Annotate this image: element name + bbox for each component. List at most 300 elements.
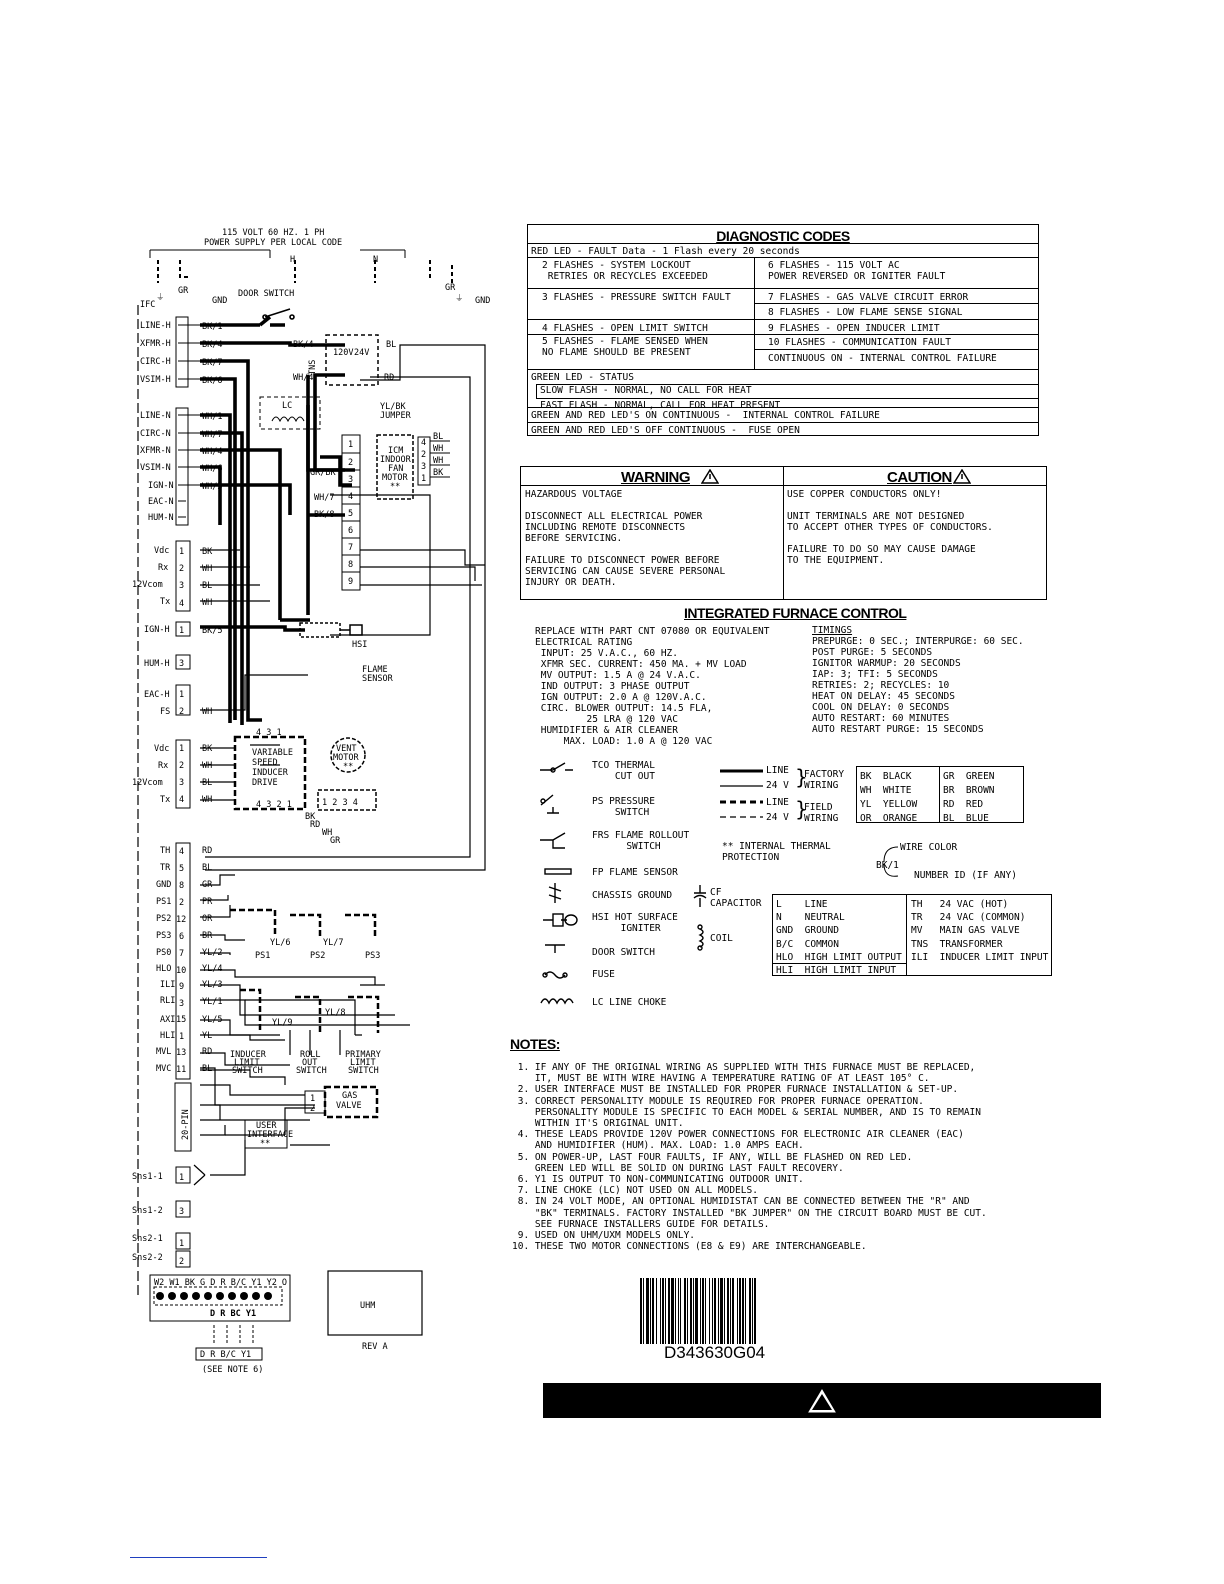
svg-text:Vdc: Vdc <box>154 744 170 754</box>
barcode-bar <box>643 1278 644 1344</box>
barcode-bar <box>650 1278 651 1344</box>
internal-thermal-protection: ** INTERNAL THERMAL PROTECTION <box>722 841 831 863</box>
svg-text:GND: GND <box>156 880 172 890</box>
svg-text:3: 3 <box>179 581 185 591</box>
barcode-bar <box>675 1278 676 1344</box>
svg-text:1: 1 <box>310 1094 316 1104</box>
svg-text:VSIM-N: VSIM-N <box>140 463 171 473</box>
code-8: 8 FLASHES - LOW FLAME SENSE SIGNAL <box>768 307 963 318</box>
vsid-label <box>252 748 293 788</box>
barcode-bar <box>737 1278 738 1344</box>
barcode-bar <box>668 1278 670 1344</box>
svg-text:GR/BK: GR/BK <box>310 468 336 478</box>
svg-text:PS1: PS1 <box>255 951 271 961</box>
svg-text:YL/8: YL/8 <box>325 1008 346 1018</box>
svg-text:IGN-H: IGN-H <box>144 625 170 635</box>
svg-text:WH/5: WH/5 <box>202 482 223 492</box>
svg-text:YL/5: YL/5 <box>202 1015 223 1025</box>
svg-text:BK/5: BK/5 <box>202 626 223 636</box>
svg-text:3: 3 <box>179 1207 185 1217</box>
svg-text:USER: USER <box>256 1121 277 1131</box>
svg-text:Tx: Tx <box>160 795 171 805</box>
svg-text:BL: BL <box>202 581 213 591</box>
abbrev-col-2: TH 24 VAC (HOT) TR 24 VAC (COMMON) MV MAIN GAS VALVE TNS TRANSFORMER ILI INDUCER LIMIT INPUT <box>911 899 1049 963</box>
barcode-bar <box>749 1278 751 1344</box>
svg-text:PS2: PS2 <box>310 951 326 961</box>
svg-text:Vdc: Vdc <box>154 546 170 556</box>
svg-text:Rx: Rx <box>158 563 169 573</box>
svg-text:Tx: Tx <box>160 597 171 607</box>
ifc-specs: REPLACE WITH PART CNT 07080 OR EQUIVALENT ELECTRICAL RATING INPUT: 25 V.A.C., 60 HZ. XFMR SEC. CURRENT: 450 MA. + MV LOAD MV OUTPUT: 1.5 A @ 24 V.A.C. IND OUTPUT: 3 PHASE OUTPUT IGN OUTPUT: 2.0 A @ 120V.A.C. CIRC. BLOWER OUTPUT: 14.5 FLA, 25 LRA @ 120 VAC HUMIDIFIER & AIR CLEANER MAX. LOAD: 1.0 A @ 120 VAC <box>535 626 770 747</box>
capacitor-coil-symbols <box>690 885 710 955</box>
model-label: UHM <box>360 1301 376 1311</box>
code-3: 3 FLASHES - PRESSURE SWITCH FAULT <box>542 292 731 303</box>
svg-text:PS0: PS0 <box>156 948 172 958</box>
svg-text:WH/4: WH/4 <box>293 373 314 383</box>
svg-text:3: 3 <box>179 659 185 669</box>
barcode-bar <box>742 1278 744 1344</box>
svg-text:VSIM-H: VSIM-H <box>140 375 171 385</box>
barcode-bar <box>752 1278 753 1344</box>
code-4: 4 FLASHES - OPEN LIMIT SWITCH <box>542 323 708 334</box>
svg-text:MOTOR: MOTOR <box>382 473 408 483</box>
svg-text:12: 12 <box>176 915 187 925</box>
svg-text:YL/2: YL/2 <box>202 948 223 958</box>
svg-text:YL/9: YL/9 <box>272 1018 293 1028</box>
barcode-bar <box>724 1278 725 1344</box>
svg-text:BK/6: BK/6 <box>202 376 223 386</box>
barcode-bar <box>730 1278 731 1344</box>
svg-text:3: 3 <box>179 778 185 788</box>
barcode-bar <box>662 1278 664 1344</box>
color-col-1: BK BLACK WH WHITE YL YELLOW OR ORANGE <box>860 771 918 824</box>
terminal-sub-labels: D R BC Y1 <box>210 1309 257 1319</box>
power-header-1: 115 VOLT 60 HZ. 1 PH <box>222 228 325 238</box>
icm-motor-label <box>380 446 412 492</box>
label-24v: 24V <box>354 348 370 358</box>
green-led-label: GREEN LED - STATUS <box>531 372 634 383</box>
svg-text:WH/7: WH/7 <box>202 430 223 440</box>
svg-text:2: 2 <box>421 450 427 460</box>
svg-text:BK/1: BK/1 <box>202 322 223 332</box>
svg-text:10: 10 <box>176 966 187 976</box>
label-tns: TNS <box>308 359 318 375</box>
svg-text:WH: WH <box>202 598 213 608</box>
abbrev-col-1: L LINE N NEUTRAL GND GROUND B/C COMMON HLO HIGH LIMIT OUTPUT HLI HIGH LIMIT INPUT <box>776 899 902 977</box>
svg-text:LINE-N: LINE-N <box>140 411 171 421</box>
svg-text:BL: BL <box>433 432 444 442</box>
svg-text:CIRC-H: CIRC-H <box>140 357 171 367</box>
svg-text:2: 2 <box>310 1104 316 1114</box>
svg-text:INDUCER: INDUCER <box>252 768 288 778</box>
label-gnd-left: GND <box>212 296 228 306</box>
svg-text:Sns2-2: Sns2-2 <box>132 1253 163 1263</box>
barcode-bar <box>714 1278 716 1344</box>
barcode-bar <box>656 1278 657 1344</box>
label-n: N <box>373 255 379 265</box>
svg-text:2: 2 <box>179 1257 185 1267</box>
ps-labels <box>255 951 380 961</box>
legend-line-factory: LINE <box>766 765 789 776</box>
svg-text:MVL: MVL <box>156 1047 172 1057</box>
svg-text:**: ** <box>260 1139 271 1149</box>
code-6: 6 FLASHES - 115 VOLT AC POWER REVERSED OR IGNITER FAULT <box>768 260 946 282</box>
barcode-bar <box>652 1278 654 1344</box>
svg-text:MVC: MVC <box>156 1064 172 1074</box>
abbreviation-table <box>772 894 1052 976</box>
svg-text:2: 2 <box>179 898 185 908</box>
svg-text:INDOOR: INDOOR <box>380 455 411 465</box>
svg-text:Rx: Rx <box>158 761 169 771</box>
svg-text:LIMIT: LIMIT <box>234 1058 260 1068</box>
barcode-bar <box>727 1278 729 1344</box>
svg-text:TH: TH <box>160 846 171 856</box>
svg-text:4 3 1: 4 3 1 <box>256 728 282 738</box>
color-col-2: GR GREEN BR BROWN RD RED BL BLUE <box>943 771 995 824</box>
svg-text:1: 1 <box>179 1173 185 1183</box>
svg-text:RLI: RLI <box>160 996 176 1006</box>
ifc-title: INTEGRATED FURNACE CONTROL <box>684 605 907 621</box>
svg-text:BK: BK <box>202 547 213 557</box>
diagnostic-codes-table <box>527 224 1039 436</box>
footer-link-line <box>130 1557 267 1558</box>
svg-text:4: 4 <box>421 438 427 448</box>
code-10: 10 FLASHES - COMMUNICATION FAULT <box>768 337 952 348</box>
svg-text:8: 8 <box>179 881 185 891</box>
svg-text:YL/1: YL/1 <box>202 997 223 1007</box>
legend-lc: LC LINE CHOKE <box>592 997 667 1008</box>
caution-icon <box>953 469 971 484</box>
svg-text:1: 1 <box>179 547 185 557</box>
barcode-bar <box>712 1278 713 1344</box>
svg-text:ROLL: ROLL <box>300 1050 321 1060</box>
see-note-6: (SEE NOTE 6) <box>202 1365 264 1375</box>
svg-text:INTERFACE: INTERFACE <box>247 1130 294 1140</box>
svg-text:1: 1 <box>179 690 185 700</box>
legend-24v-factory: 24 V <box>766 780 789 791</box>
svg-text:1: 1 <box>421 474 427 484</box>
svg-text:INDUCER: INDUCER <box>230 1050 266 1060</box>
ground-icon-right: ⏚ <box>455 294 464 304</box>
legend-line-field: LINE <box>766 797 789 808</box>
svg-text:Sns1-1: Sns1-1 <box>132 1172 163 1182</box>
svg-text:PS3: PS3 <box>365 951 381 961</box>
legend-tco: TCO THERMAL CUT OUT <box>592 760 655 782</box>
label-hsi: HSI <box>352 640 368 650</box>
svg-text:BR: BR <box>202 931 213 941</box>
color-code-table <box>856 766 1024 823</box>
svg-text:4 3 2 1: 4 3 2 1 <box>256 800 292 810</box>
code-2: 2 FLASHES - SYSTEM LOCKOUT RETRIES OR RECYCLES EXCEEDED <box>542 260 708 282</box>
svg-text:PS2: PS2 <box>156 914 172 924</box>
barcode-bar <box>754 1278 756 1344</box>
number-id-label: NUMBER ID (IF ANY) <box>914 870 1017 881</box>
svg-text:WH: WH <box>202 795 213 805</box>
both-on: GREEN AND RED LED'S ON CONTINUOUS - INTERNAL CONTROL FAILURE <box>531 410 880 421</box>
barcode-bar <box>671 1278 674 1344</box>
barcode-bar <box>665 1278 666 1344</box>
svg-text:XFMR-N: XFMR-N <box>140 446 171 456</box>
svg-text:**: ** <box>343 762 354 772</box>
svg-text:LINE-H: LINE-H <box>140 321 171 331</box>
svg-text:1: 1 <box>179 1032 185 1042</box>
svg-text:5: 5 <box>179 864 185 874</box>
svg-text:PS1: PS1 <box>156 897 172 907</box>
legend-fp: FP FLAME SENSOR <box>592 867 678 878</box>
svg-text:WH/4: WH/4 <box>202 447 223 457</box>
jumper-label-1: YL/BK <box>380 402 406 412</box>
svg-text:2: 2 <box>179 707 185 717</box>
caution-text: USE COPPER CONDUCTORS ONLY! UNIT TERMINALS ARE NOT DESIGNED TO ACCEPT OTHER TYPES OF CONDUCTORS. FAILURE TO DO SO MAY CAUSE DAMAGE TO THE EQUIPMENT. <box>787 489 993 566</box>
svg-text:6: 6 <box>179 932 185 942</box>
label-gr-left: GR <box>178 286 189 296</box>
svg-text:4: 4 <box>179 795 185 805</box>
code-7: 7 FLASHES - GAS VALVE CIRCUIT ERROR <box>768 292 969 303</box>
svg-text:RD: RD <box>202 1047 213 1057</box>
barcode-bar <box>720 1278 723 1344</box>
svg-text:XFMR-H: XFMR-H <box>140 339 171 349</box>
nine-pin-numbers <box>348 440 353 587</box>
barcode-bar <box>709 1278 710 1344</box>
revision-label: REV A <box>362 1342 388 1352</box>
label-gnd-right: GND <box>475 296 491 306</box>
svg-text:12Vcom: 12Vcom <box>132 580 163 590</box>
svg-text:5: 5 <box>348 509 354 519</box>
svg-text:IGN-N: IGN-N <box>148 481 174 491</box>
svg-text:WH: WH <box>202 761 213 771</box>
label-door-switch: DOOR SWITCH <box>238 289 295 299</box>
svg-text:YL/7: YL/7 <box>323 938 344 948</box>
svg-text:YL/3: YL/3 <box>202 980 223 990</box>
power-header-2: POWER SUPPLY PER LOCAL CODE <box>204 238 343 248</box>
svg-text:LIMIT: LIMIT <box>350 1058 376 1068</box>
svg-text:13: 13 <box>176 1048 187 1058</box>
svg-text:1: 1 <box>179 626 185 636</box>
svg-text:Sns1-2: Sns1-2 <box>132 1206 163 1216</box>
wiring-diagram <box>130 225 500 1380</box>
svg-text:VENT: VENT <box>336 744 357 754</box>
ground-icon-left: ⏚ <box>156 293 165 303</box>
barcode-bar <box>680 1278 681 1344</box>
warning-banner <box>543 1383 1101 1418</box>
svg-text:BK/4: BK/4 <box>293 340 314 350</box>
svg-text:HUM-H: HUM-H <box>144 659 170 669</box>
barcode-bar <box>732 1278 734 1344</box>
legend-chassis-ground: CHASSIS GROUND <box>592 890 673 901</box>
svg-text:4: 4 <box>179 847 185 857</box>
svg-text:PS3: PS3 <box>156 931 172 941</box>
svg-text:WH/1: WH/1 <box>202 412 223 422</box>
svg-text:RD: RD <box>202 846 213 856</box>
label-120v: 120V <box>333 348 354 358</box>
flame-sensor-label-2: SENSOR <box>362 674 393 684</box>
barcode-bar <box>646 1278 649 1344</box>
label-h: H <box>290 255 296 265</box>
gas-valve-label-1: GAS <box>342 1091 358 1101</box>
notes-text: 1. IF ANY OF THE ORIGINAL WIRING AS SUPPLIED WITH THIS FURNACE MUST BE REPLACED, IT, MUST BE WITH WIRE HAVING A TEMPERATURE RATING OF AT LEAST 105° C. 2. USER INTERFACE MUST BE INSTALLED FOR PROPER FURNACE INSTALLATION & SET-UP. 3. CORRECT PERSONALITY MODULE IS REQUIRED FOR PROPER FURNACE OPERATION. PERSONALITY MODULE IS SPECIFIC TO EACH MODEL & SERIAL NUMBER, AND IS TO REMAIN WITHIN IT'S ORIGINAL UNIT. 4. THESE LEADS PROVIDE 120V POWER CONNECTIONS FOR ELECTRONIC AIR CLEANER (EAC) AND HUMIDIFIER (HUM). MAX. LOAD: 1.0 AMPS EACH. 5. ON POWER-UP, LAST FOUR FAULTS, IF ANY, WILL BE FLASHED ON RED LED. GREEN LED WILL BE SOLID ON DURING LAST FAULT RECOVERY. 6. Y1 IS OUTPUT TO NON-COMMUNICATING OUTDOOR UNIT. 7. LINE CHOKE (LC) NOT USED ON ALL MODELS. 8. IN 24 VOLT MODE, AN OPTIONAL HUMIDISTAT CAN BE CONNECTED BETWEEN THE "R" AND "BK" TERMINALS. FACTORY INSTALLED "BK JUMPER" ON THE CIRCUIT BOARD MUST BE CUT. SEE FURNACE INSTALLERS GUIDE FOR DETAILS. 9. USED ON UHM/UXM MODELS ONLY. 10. THESE TWO MOTOR CONNECTIONS (E8 & E9) ARE INTERCHANGEABLE. <box>512 1062 987 1253</box>
legend-24v-field: 24 V <box>766 812 789 823</box>
svg-text:YL/6: YL/6 <box>270 938 291 948</box>
barcode-bar <box>700 1278 701 1344</box>
svg-text:GR: GR <box>330 836 341 846</box>
svg-text:BK/7: BK/7 <box>202 358 223 368</box>
svg-text:WH/6: WH/6 <box>202 464 223 474</box>
svg-text:15: 15 <box>176 1015 187 1025</box>
svg-text:8: 8 <box>348 560 354 570</box>
label-20-pin: 20-PIN <box>181 1109 191 1140</box>
barcode-bar <box>695 1278 698 1344</box>
svg-text:AXI: AXI <box>160 1015 176 1025</box>
svg-text:FS: FS <box>160 707 171 717</box>
barcode-bar <box>705 1278 706 1344</box>
svg-text:Sns2-1: Sns2-1 <box>132 1234 163 1244</box>
code-5: 5 FLASHES - FLAME SENSED WHEN NO FLAME SHOULD BE PRESENT <box>542 336 708 358</box>
barcode-label: D343630G04 <box>664 1343 766 1362</box>
barcode-bar <box>687 1278 688 1344</box>
svg-text:PR: PR <box>202 897 213 907</box>
legend-frs: FRS FLAME ROLLOUT SWITCH <box>592 830 690 852</box>
svg-text:HLO: HLO <box>156 964 172 974</box>
svg-text:12Vcom: 12Vcom <box>132 778 163 788</box>
svg-text:HUM-N: HUM-N <box>148 513 174 523</box>
legend-ps: PS PRESSURE SWITCH <box>592 796 655 818</box>
svg-text:1: 1 <box>179 1239 185 1249</box>
svg-text:1: 1 <box>348 440 354 450</box>
limit-switch-labels <box>230 1050 381 1076</box>
barcode-bar <box>718 1278 719 1344</box>
barcode-bar <box>745 1278 746 1344</box>
warning-icon <box>701 469 719 484</box>
svg-text:OUT: OUT <box>302 1058 318 1068</box>
svg-text:**: ** <box>390 482 401 492</box>
label-lc: LC <box>282 401 293 411</box>
svg-text:EAC-H: EAC-H <box>144 690 170 700</box>
caution-title: CAUTION <box>887 469 952 486</box>
svg-text:3: 3 <box>348 475 354 485</box>
svg-text:ICM: ICM <box>388 446 404 456</box>
svg-text:RD: RD <box>310 820 321 830</box>
barcode-bar <box>690 1278 692 1344</box>
barcode-bar <box>678 1278 679 1344</box>
svg-text:2: 2 <box>179 564 185 574</box>
svg-text:BL: BL <box>202 778 213 788</box>
warning-title: WARNING <box>621 469 690 486</box>
legend-hsi: HSI HOT SURFACE IGNITER <box>592 912 678 934</box>
slow-flash: SLOW FLASH - NORMAL, NO CALL FOR HEAT <box>540 385 752 396</box>
svg-text:GR: GR <box>202 880 213 890</box>
both-off: GREEN AND RED LED'S OFF CONTINUOUS - FUSE OPEN <box>531 425 800 436</box>
svg-text:SPEED: SPEED <box>252 758 278 768</box>
red-led-label: RED LED - FAULT Data - 1 Flash every 20 seconds <box>531 246 800 257</box>
svg-text:BK/4: BK/4 <box>202 340 223 350</box>
barcode-bar <box>684 1278 686 1344</box>
flame-sensor-label-1: FLAME <box>362 665 388 675</box>
svg-text:PRIMARY: PRIMARY <box>345 1050 381 1060</box>
svg-text:9: 9 <box>348 577 354 587</box>
svg-text:HLI: HLI <box>160 1031 176 1041</box>
svg-text:BK: BK <box>305 812 316 822</box>
warning-triangle-icon <box>807 1388 837 1414</box>
svg-text:CIRC-N: CIRC-N <box>140 429 171 439</box>
svg-text:EAC-N: EAC-N <box>148 497 174 507</box>
svg-text:YL/4: YL/4 <box>202 964 223 974</box>
barcode-bar <box>640 1278 642 1344</box>
svg-text:2: 2 <box>348 458 354 468</box>
label-ifc: IFC <box>140 300 156 310</box>
svg-text:ILI: ILI <box>160 980 176 990</box>
timings-title: TIMINGS <box>812 625 853 636</box>
svg-text:BL: BL <box>202 1064 213 1074</box>
svg-text:BK: BK <box>433 468 444 478</box>
svg-text:FAN: FAN <box>388 464 404 474</box>
barcode-bar <box>693 1278 694 1344</box>
coil-label: COIL <box>710 933 733 944</box>
fast-flash: FAST FLASH - NORMAL, CALL FOR HEAT PRESENT <box>540 400 781 411</box>
svg-text:9: 9 <box>179 982 185 992</box>
svg-text:MOTOR: MOTOR <box>333 753 359 763</box>
svg-text:VARIABLE: VARIABLE <box>252 748 293 758</box>
wire-color-label: WIRE COLOR <box>900 842 958 853</box>
field-wiring-label: FIELD WIRING <box>804 802 839 824</box>
label-gr-right: GR <box>445 283 456 293</box>
svg-text:4: 4 <box>179 599 185 609</box>
svg-text:3: 3 <box>421 462 427 472</box>
terminal-strip-screws <box>156 1292 272 1300</box>
legend-fuse: FUSE <box>592 969 615 980</box>
svg-text:WH: WH <box>202 707 213 717</box>
diagnostic-title: DIAGNOSTIC CODES <box>716 228 850 244</box>
svg-text:1 2 3 4: 1 2 3 4 <box>322 798 358 808</box>
svg-text:7: 7 <box>179 949 185 959</box>
svg-text:WH: WH <box>433 456 444 466</box>
svg-text:4: 4 <box>348 492 354 502</box>
svg-text:OR: OR <box>202 914 213 924</box>
svg-text:2: 2 <box>179 761 185 771</box>
svg-text:3: 3 <box>179 999 185 1009</box>
factory-wiring-label: FACTORY WIRING <box>804 769 845 791</box>
notes-title: NOTES: <box>510 1036 560 1052</box>
svg-text:DRIVE: DRIVE <box>252 778 278 788</box>
svg-text:BL: BL <box>202 863 213 873</box>
svg-text:TR: TR <box>160 863 171 873</box>
svg-text:SWITCH: SWITCH <box>232 1066 263 1076</box>
barcode <box>640 1278 840 1344</box>
svg-text:WH: WH <box>433 444 444 454</box>
svg-text:SWITCH: SWITCH <box>296 1066 327 1076</box>
barcode-bar <box>739 1278 741 1344</box>
gas-valve-label-2: VALVE <box>336 1101 362 1111</box>
svg-text:WH: WH <box>202 564 213 574</box>
svg-text:SWITCH: SWITCH <box>348 1066 379 1076</box>
barcode-bar <box>660 1278 661 1344</box>
warning-text: HAZARDOUS VOLTAGE DISCONNECT ALL ELECTRICAL POWER INCLUDING REMOTE DISCONNECTS BEFORE SERVICING. FAILURE TO DISCONNECT POWER BEFORE SERVICING CAN CAUSE SEVERE PERSONAL INJURY OR DEATH. <box>525 489 726 588</box>
svg-text:BK/8: BK/8 <box>314 510 335 520</box>
legend-door-switch: DOOR SWITCH <box>592 947 655 958</box>
svg-text:BL: BL <box>386 340 397 350</box>
code-continuous: CONTINUOUS ON - INTERNAL CONTROL FAILURE <box>768 353 997 364</box>
timings-text: PREPURGE: 0 SEC.; INTERPURGE: 60 SEC. POST PURGE: 5 SECONDS IGNITOR WARMUP: 20 SECONDS IAP: 3; TFI: 5 SECONDS RETRIES: 2; RECYCLES: 10 HEAT ON DELAY: 45 SECONDS COOL ON DELAY: 0 SECONDS AUTO RESTART: 60 MINUTES AUTO RESTART PURGE: 15 SECONDS <box>812 636 1024 735</box>
barcode-bar <box>702 1278 704 1344</box>
svg-text:YL: YL <box>202 1031 213 1041</box>
svg-text:11: 11 <box>176 1065 187 1075</box>
jumper-label-2: JUMPER <box>380 411 411 421</box>
pressure-switches <box>230 910 375 937</box>
code-9: 9 FLASHES - OPEN INDUCER LIMIT <box>768 323 940 334</box>
svg-text:WH: WH <box>322 828 333 838</box>
svg-text:1: 1 <box>179 744 185 754</box>
svg-text:6: 6 <box>348 526 354 536</box>
terminal-strip-labels: W2 W1 BK G D R B/C Y1 Y2 O <box>154 1278 288 1288</box>
